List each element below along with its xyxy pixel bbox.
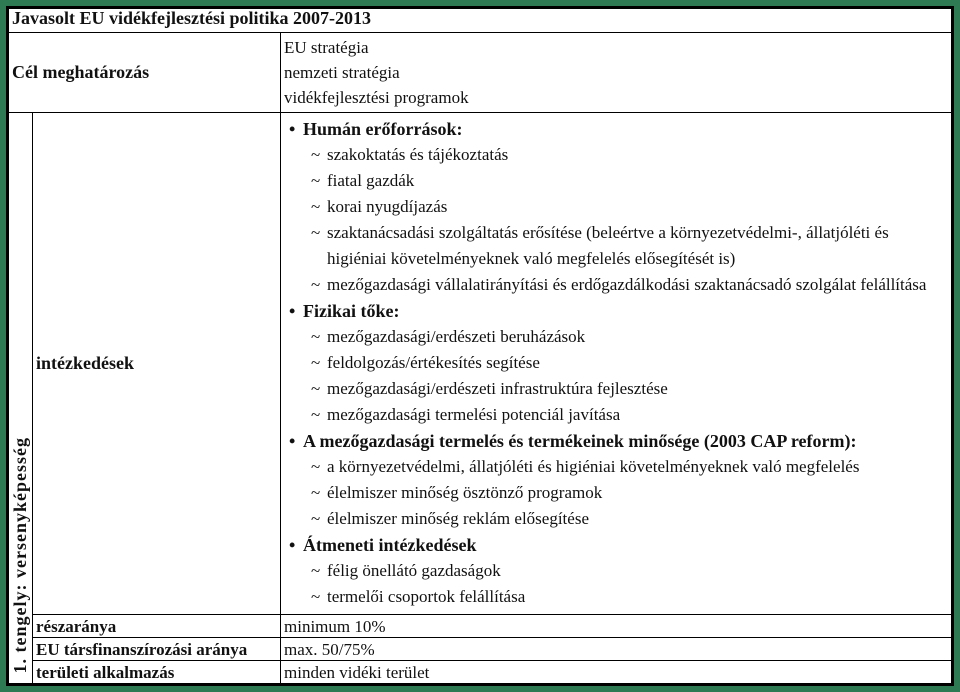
measures-list xyxy=(281,113,952,615)
goal-value: nemzeti stratégia xyxy=(284,63,400,82)
tilde-marker: ~ xyxy=(311,327,321,346)
measure-item-text: mezőgazdasági/erdészeti beruházások xyxy=(327,327,586,346)
group-heading-text: Fizikai tőke: xyxy=(303,301,400,321)
measure-item xyxy=(303,454,947,480)
footer-label: területi alkalmazás xyxy=(33,661,281,684)
measure-item xyxy=(303,272,947,298)
tilde-marker: ~ xyxy=(311,145,321,164)
tilde-marker: ~ xyxy=(311,457,321,476)
tilde-marker: ~ xyxy=(311,223,321,242)
group-heading-text: A mezőgazdasági termelés és termékeinek minősége (2003 CAP reform): xyxy=(303,431,857,451)
measure-item-text: élelmiszer minőség reklám elősegítése xyxy=(327,509,589,528)
measure-item-text: szakoktatás és tájékoztatás xyxy=(327,145,509,164)
bullet-icon: • xyxy=(289,301,296,321)
measure-item-text: szaktanácsadási szolgáltatás erősítése (beleértve a környezetvédelmi-, állatjóléti és higiéniai követelményeknek való megfelelés elősegítését is) xyxy=(327,223,889,268)
bullet-icon: • xyxy=(289,431,296,451)
measure-item-text: korai nyugdíjazás xyxy=(327,197,448,216)
measures-label: intézkedések xyxy=(33,113,281,615)
measure-item xyxy=(303,142,947,168)
bullet-icon: • xyxy=(289,119,296,139)
measure-item xyxy=(303,558,947,584)
group-heading-text: Humán erőforrások: xyxy=(303,119,463,139)
goal-label: Cél meghatározás xyxy=(9,33,281,113)
tilde-marker: ~ xyxy=(311,587,321,606)
measure-item-text: mezőgazdasági/erdészeti infrastruktúra fejlesztése xyxy=(327,379,668,398)
measure-group-heading xyxy=(289,428,947,454)
measure-item-text: termelői csoportok felállítása xyxy=(327,587,526,606)
measure-item-text: élelmiszer minőség ösztönző programok xyxy=(327,483,603,502)
table-title: Javasolt EU vidékfejlesztési politika 2007-2013 xyxy=(9,9,952,33)
measure-item-text: a környezetvédelmi, állatjóléti és higiéniai követelményeknek való megfelelés xyxy=(327,457,860,476)
measure-item-text: mezőgazdasági vállalatirányítási és erdőgazdálkodási szaktanácsadó szolgálat felállítása xyxy=(327,275,927,294)
goal-value: vidékfejlesztési programok xyxy=(284,88,469,107)
axis-cell xyxy=(9,113,33,684)
tilde-marker: ~ xyxy=(311,379,321,398)
measure-item xyxy=(303,194,947,220)
tilde-marker: ~ xyxy=(311,483,321,502)
measure-group-heading xyxy=(289,298,947,324)
measure-group-heading xyxy=(289,116,947,142)
axis-label: 1. tengely: versenyképesség xyxy=(10,436,30,673)
footer-value: max. 50/75% xyxy=(281,638,952,661)
tilde-marker: ~ xyxy=(311,353,321,372)
measure-item xyxy=(303,220,947,272)
measure-item-text: mezőgazdasági termelési potenciál javítása xyxy=(327,405,621,424)
measure-item xyxy=(303,584,947,610)
measure-item xyxy=(303,324,947,350)
measure-item xyxy=(303,506,947,532)
measure-item xyxy=(303,168,947,194)
footer-label: részaránya xyxy=(33,615,281,638)
measure-group-heading xyxy=(289,532,947,558)
measure-item xyxy=(303,376,947,402)
footer-value: minden vidéki terület xyxy=(281,661,952,684)
tilde-marker: ~ xyxy=(311,197,321,216)
measure-item-text: félig önellátó gazdaságok xyxy=(327,561,501,580)
measure-item xyxy=(303,402,947,428)
goal-value: EU stratégia xyxy=(284,38,369,57)
measure-item-text: fiatal gazdák xyxy=(327,171,415,190)
tilde-marker: ~ xyxy=(311,275,321,294)
tilde-marker: ~ xyxy=(311,509,321,528)
goal-values xyxy=(281,33,952,113)
measure-item xyxy=(303,480,947,506)
group-heading-text: Átmeneti intézkedések xyxy=(303,535,477,555)
policy-table xyxy=(8,8,952,684)
document-frame xyxy=(6,6,954,686)
measure-item-text: feldolgozás/értékesítés segítése xyxy=(327,353,540,372)
tilde-marker: ~ xyxy=(311,561,321,580)
measure-item xyxy=(303,350,947,376)
footer-value: minimum 10% xyxy=(281,615,952,638)
footer-label: EU társfinanszírozási aránya xyxy=(33,638,281,661)
tilde-marker: ~ xyxy=(311,405,321,424)
bullet-icon: • xyxy=(289,535,296,555)
tilde-marker: ~ xyxy=(311,171,321,190)
